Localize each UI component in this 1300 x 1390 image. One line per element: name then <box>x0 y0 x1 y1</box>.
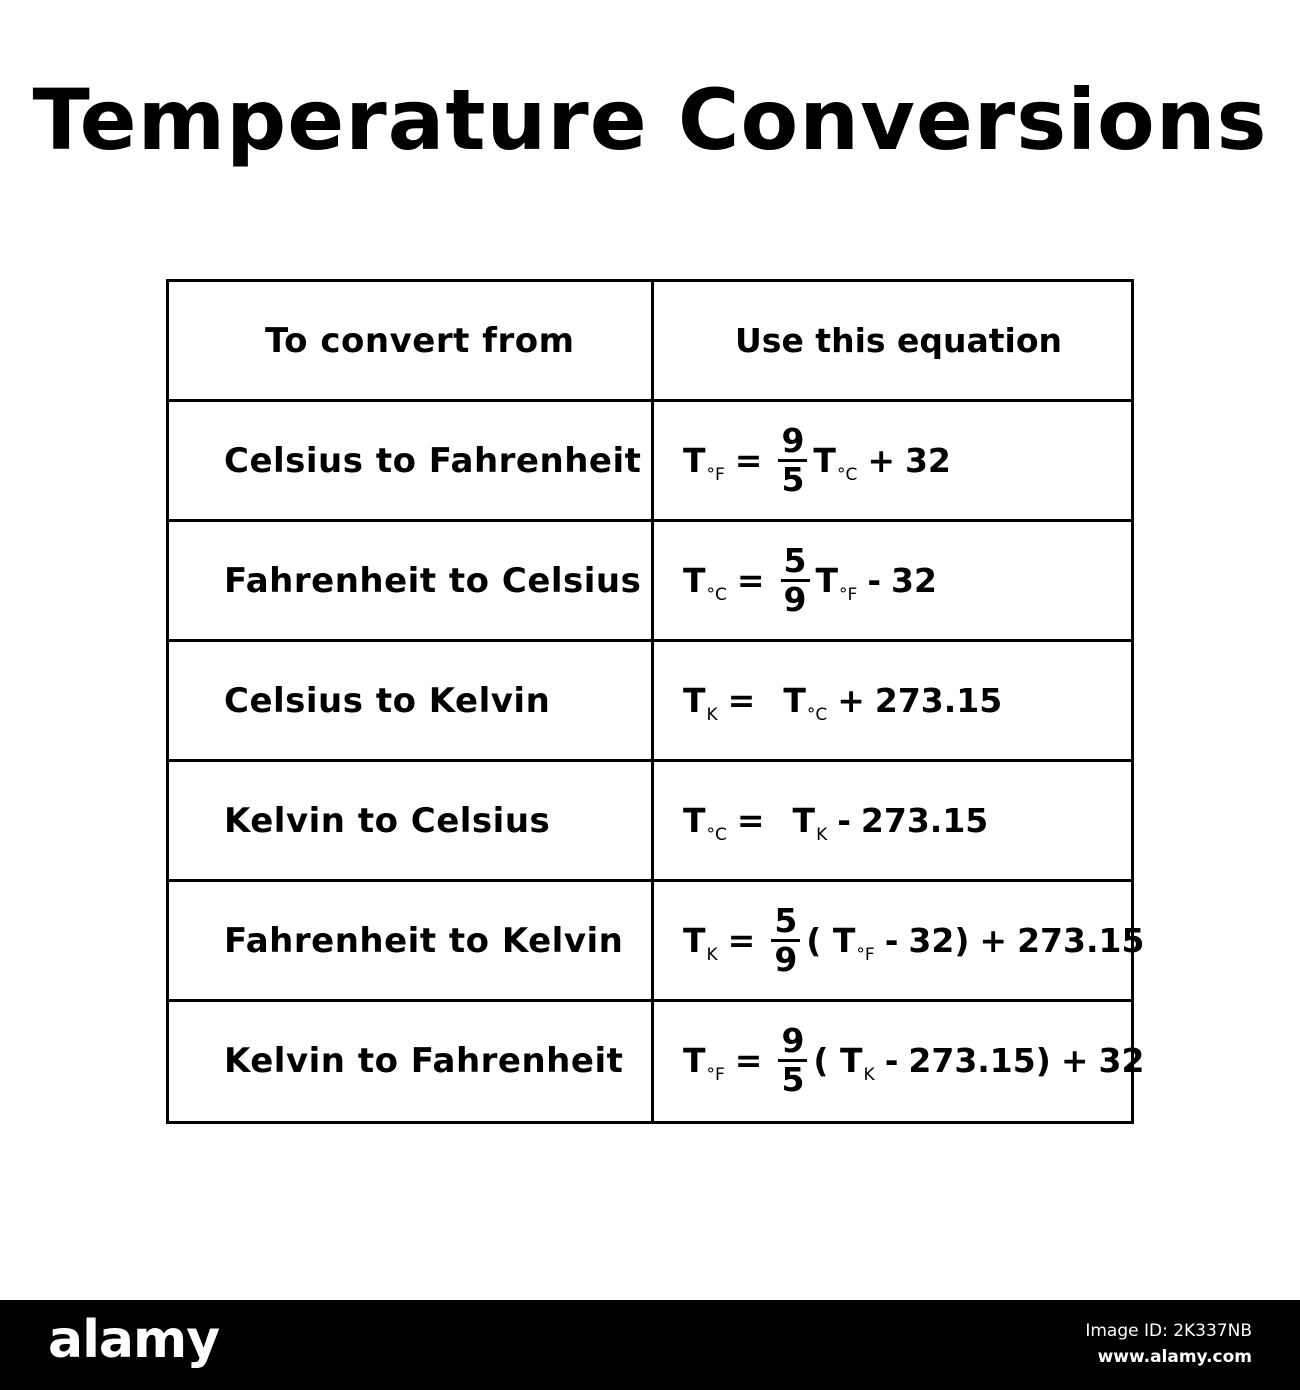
minus-sign: - <box>837 801 851 840</box>
constant: 32 <box>1098 1041 1145 1080</box>
right-paren: ) <box>954 921 970 960</box>
subscript: °C <box>836 464 858 485</box>
symbol-t: T <box>683 681 706 720</box>
footer-bar <box>0 1300 1300 1390</box>
right-paren: ) <box>1035 1041 1051 1080</box>
row-equation <box>683 522 1123 639</box>
table-row <box>169 402 1131 522</box>
constant: 32 <box>908 921 955 960</box>
subscript: K <box>706 704 718 725</box>
table-header-row <box>169 282 1131 402</box>
row-equation <box>683 882 1145 999</box>
subscript: °F <box>706 464 725 485</box>
symbol-t: T <box>815 561 839 600</box>
header-equation: Use this equation <box>735 321 1063 360</box>
fraction <box>778 423 807 498</box>
symbol-t: T <box>683 1041 706 1080</box>
symbol-t: T <box>683 801 706 840</box>
numerator: 9 <box>778 423 807 462</box>
equals-sign: = <box>734 1041 763 1080</box>
subscript: °F <box>839 584 858 605</box>
symbol-t: T <box>783 681 806 720</box>
minus-sign: - <box>884 1041 899 1080</box>
table-row <box>169 642 1131 762</box>
denominator: 5 <box>781 1060 805 1099</box>
constant: 273.15 <box>908 1041 1036 1080</box>
equals-sign: = <box>736 561 765 600</box>
numerator: 5 <box>781 543 810 582</box>
symbol-t: T <box>840 1041 863 1080</box>
page-title: Temperature Conversions <box>32 71 1268 169</box>
constant: 273.15 <box>1017 921 1145 960</box>
equals-sign: = <box>727 921 756 960</box>
table-row <box>169 882 1145 1002</box>
row-equation <box>683 402 1123 519</box>
image-id-block <box>1085 1318 1252 1370</box>
equals-sign: = <box>727 681 756 720</box>
minus-sign: - <box>884 921 899 960</box>
numerator: 9 <box>778 1023 807 1062</box>
row-label: Kelvin to Fahrenheit <box>224 1040 624 1081</box>
plus-sign: + <box>837 681 865 720</box>
table-row <box>169 522 1131 642</box>
alamy-logo: alamy <box>48 1310 220 1370</box>
symbol-t: T <box>683 921 706 960</box>
row-equation <box>683 762 1123 879</box>
plus-sign: + <box>1060 1041 1089 1080</box>
constant: 32 <box>904 441 951 480</box>
denominator: 9 <box>783 580 807 619</box>
fraction <box>781 543 810 618</box>
subscript: °C <box>706 824 727 845</box>
subscript: K <box>863 1064 875 1085</box>
image-id: Image ID: 2K337NB <box>1085 1321 1252 1341</box>
denominator: 5 <box>781 460 805 499</box>
symbol-t: T <box>792 801 816 840</box>
constant: 273.15 <box>860 801 989 840</box>
fraction <box>778 1023 807 1098</box>
table-row <box>169 762 1131 882</box>
row-label: Celsius to Kelvin <box>224 680 551 721</box>
constant: 32 <box>891 561 937 600</box>
equals-sign: = <box>734 441 763 480</box>
symbol-t: T <box>832 921 856 960</box>
minus-sign: - <box>867 561 882 600</box>
subscript: °F <box>856 944 875 965</box>
symbol-t: T <box>813 441 836 480</box>
row-equation <box>683 642 1123 759</box>
constant: 273.15 <box>874 681 1003 720</box>
numerator: 5 <box>771 903 800 942</box>
row-label: Fahrenheit to Kelvin <box>224 920 624 961</box>
row-equation <box>683 1002 1145 1119</box>
row-label: Fahrenheit to Celsius <box>224 560 642 601</box>
row-label: Kelvin to Celsius <box>224 800 551 841</box>
plus-sign: + <box>979 921 1008 960</box>
symbol-t: T <box>683 561 706 600</box>
symbol-t: T <box>683 441 706 480</box>
table-row <box>169 1002 1145 1122</box>
site-url: www.alamy.com <box>1097 1347 1252 1367</box>
denominator: 9 <box>774 940 798 979</box>
left-paren: ( <box>813 1041 829 1080</box>
subscript: K <box>816 824 828 845</box>
conversion-table <box>166 279 1145 1124</box>
subscript: °C <box>806 704 828 725</box>
header-from: To convert from <box>265 320 575 361</box>
plus-sign: + <box>867 441 895 480</box>
left-paren: ( <box>806 921 822 960</box>
row-label: Celsius to Fahrenheit <box>224 440 642 481</box>
equals-sign: = <box>736 801 765 840</box>
subscript: °F <box>706 1064 725 1085</box>
subscript: K <box>706 944 718 965</box>
fraction <box>771 903 800 978</box>
subscript: °C <box>706 584 727 605</box>
